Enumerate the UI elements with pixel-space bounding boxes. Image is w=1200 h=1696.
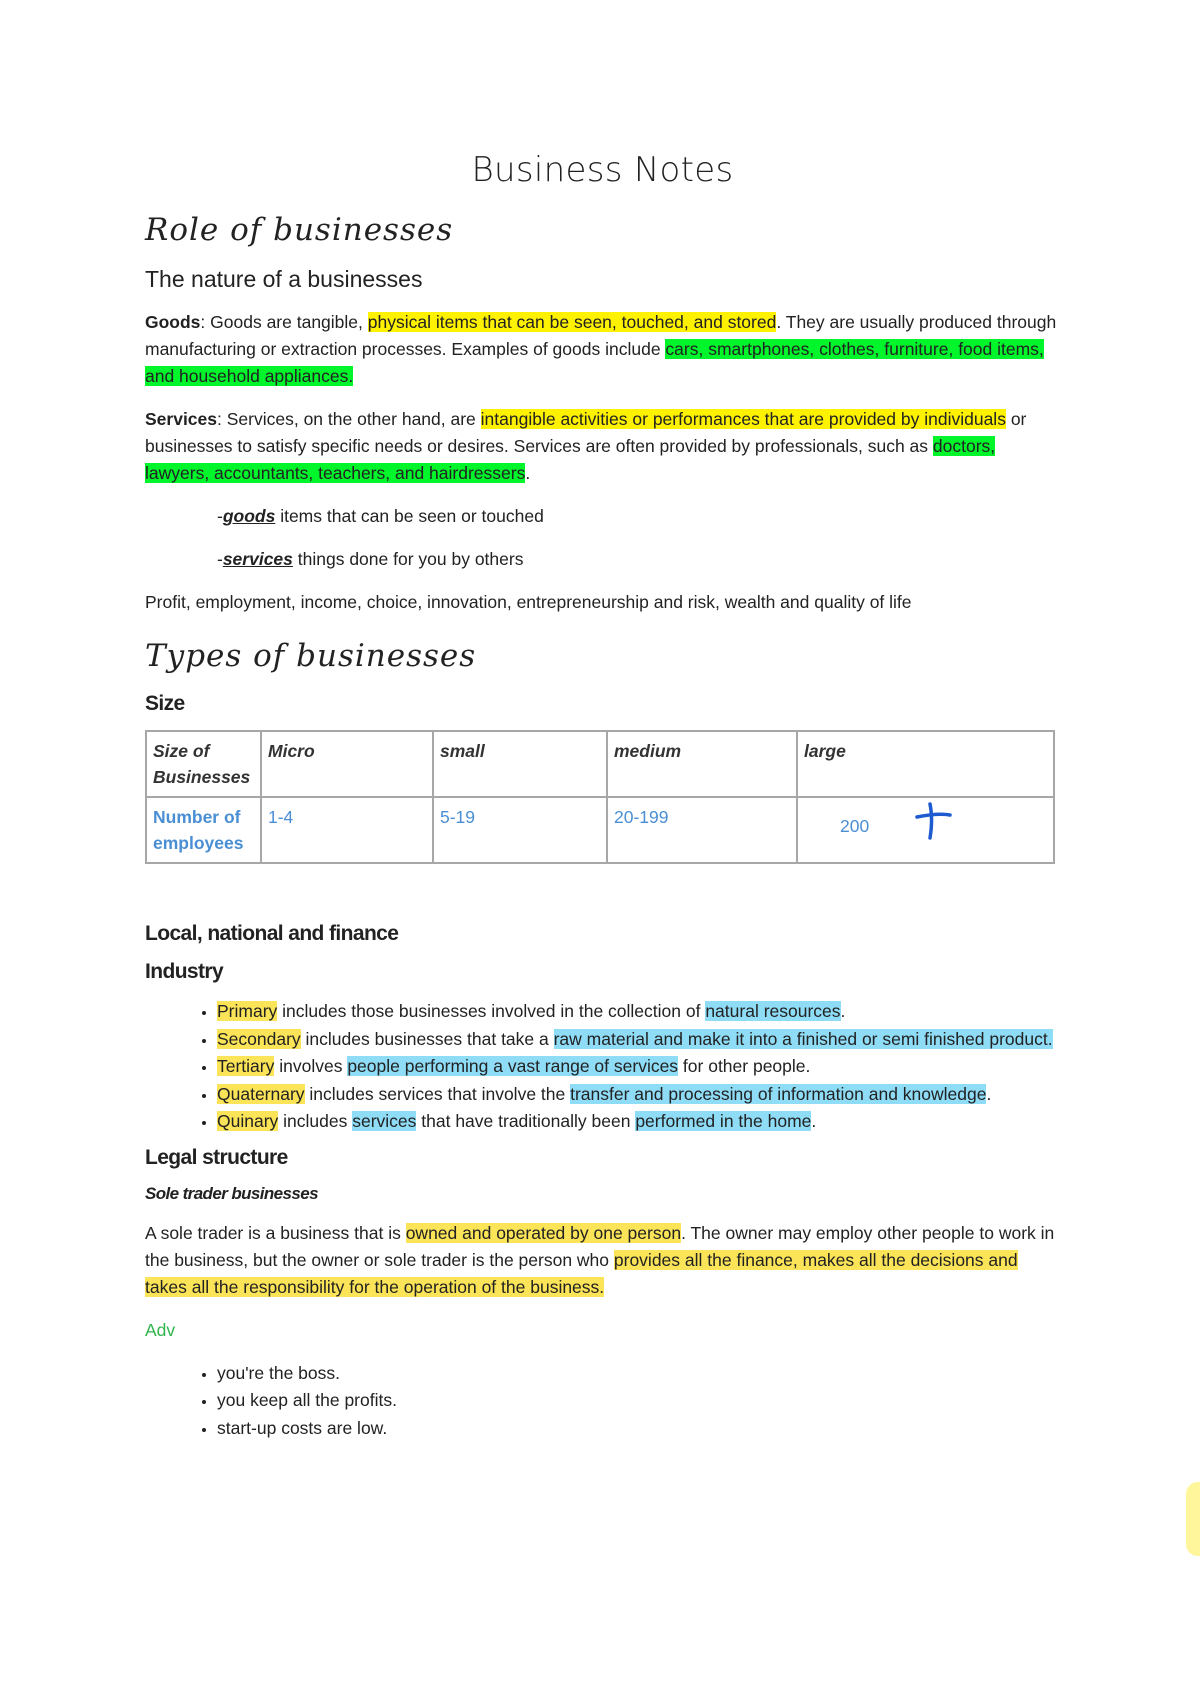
table-header-cell: small (433, 731, 607, 797)
advantages-list (145, 1360, 1060, 1443)
highlight: provides all the finance, makes all the decisions and takes all the responsibility for the operation of the business. (145, 1249, 1018, 1297)
heading-legal-structure: Legal structure (145, 1145, 288, 1169)
document-page (145, 150, 1060, 1458)
highlight: intangible activities or performances that are provided by individuals (480, 409, 1006, 429)
highlight: doctors, lawyers, accountants, teachers, and hairdressers (145, 436, 996, 483)
heading-size: Size (145, 692, 185, 715)
industry-list (145, 998, 1060, 1136)
table-cell: 20-199 (607, 797, 797, 863)
highlight: physical items that can be seen, touched, and stored (367, 312, 777, 332)
sole-trader-paragraph: A sole trader is a business that is owned and operated by one person. The owner may employ other people to work in the business, but the owner or sole trader is the person who provides all the finance, makes all the decisions and takes all the responsibility for the operation of the business. (145, 1222, 1055, 1297)
list-item: • Tertiary involves people performing a vast range of services for other people. (217, 1053, 1060, 1081)
list-item: • Quinary includes services that have traditionally been performed in the home. (217, 1108, 1060, 1136)
advantages-label: Adv (145, 1319, 176, 1340)
table-row-label: Number of employees (146, 797, 261, 863)
goods-definition: -goods items that can be seen or touched (217, 506, 544, 526)
list-item: • Quaternary includes services that involve the transfer and processing of information and knowledge. (217, 1081, 1060, 1109)
heading-types-of-businesses: Types of businesses (145, 638, 477, 674)
goods-short-term: goods (222, 506, 276, 526)
services-paragraph: Services: Services, on the other hand, are intangible activities or performances that are provided by individuals or businesses to satisfy specific needs or desires. Services are often provided by professionals, such as doctors, lawyers, accountants, teachers, and hairdressers. (145, 409, 1027, 483)
list-item: • start-up costs are low. (217, 1415, 1060, 1443)
heading-local-national-finance: Local, national and finance (145, 922, 399, 945)
table-row (146, 731, 1054, 797)
goods-paragraph: Goods: Goods are tangible, physical items that can be seen, touched, and stored. They are usually produced through manufacturing or extraction processes. Examples of goods include cars, smartphones, clothes, furniture, food items, and household appliances. (145, 312, 1057, 386)
table-header-cell: large (797, 731, 1054, 797)
document-title: Business Notes (471, 150, 734, 190)
table-cell (797, 797, 1054, 863)
handwritten-plus-icon (913, 800, 953, 847)
table-cell: 5-19 (433, 797, 607, 863)
services-definition: -services things done for you by others (217, 549, 524, 569)
list-item: • you keep all the profits. (217, 1387, 1060, 1415)
heading-role-of-businesses: Role of businesses (145, 212, 454, 248)
business-size-table (145, 730, 1055, 864)
heading-industry: Industry (145, 960, 224, 983)
table-header-cell: Size of Businesses (146, 731, 261, 797)
heading-sole-trader: Sole trader businesses (145, 1183, 318, 1203)
list-item: • you're the boss. (217, 1360, 1060, 1388)
heading-nature-of-businesses: The nature of a businesses (145, 266, 423, 292)
list-item: • Primary includes those businesses involved in the collection of natural resources. (217, 998, 1060, 1026)
goods-term: Goods (145, 312, 201, 332)
table-row (146, 797, 1054, 863)
services-term: Services (145, 409, 218, 429)
table-header-cell: medium (607, 731, 797, 797)
table-cell: 1-4 (261, 797, 433, 863)
table-header-cell: Micro (261, 731, 433, 797)
highlight: owned and operated by one person (405, 1222, 682, 1243)
services-short-term: services (222, 549, 293, 569)
large-value: 200 (840, 816, 870, 837)
list-item: • Secondary includes businesses that take a raw material and make it into a finished or semi finished product. (217, 1026, 1060, 1054)
highlighter-mark (1186, 1482, 1200, 1556)
highlight: cars, smartphones, clothes, furniture, food items, and household appliances. (145, 339, 1044, 386)
summary-line: Profit, employment, income, choice, innovation, entrepreneurship and risk, wealth and quality of life (145, 592, 912, 612)
